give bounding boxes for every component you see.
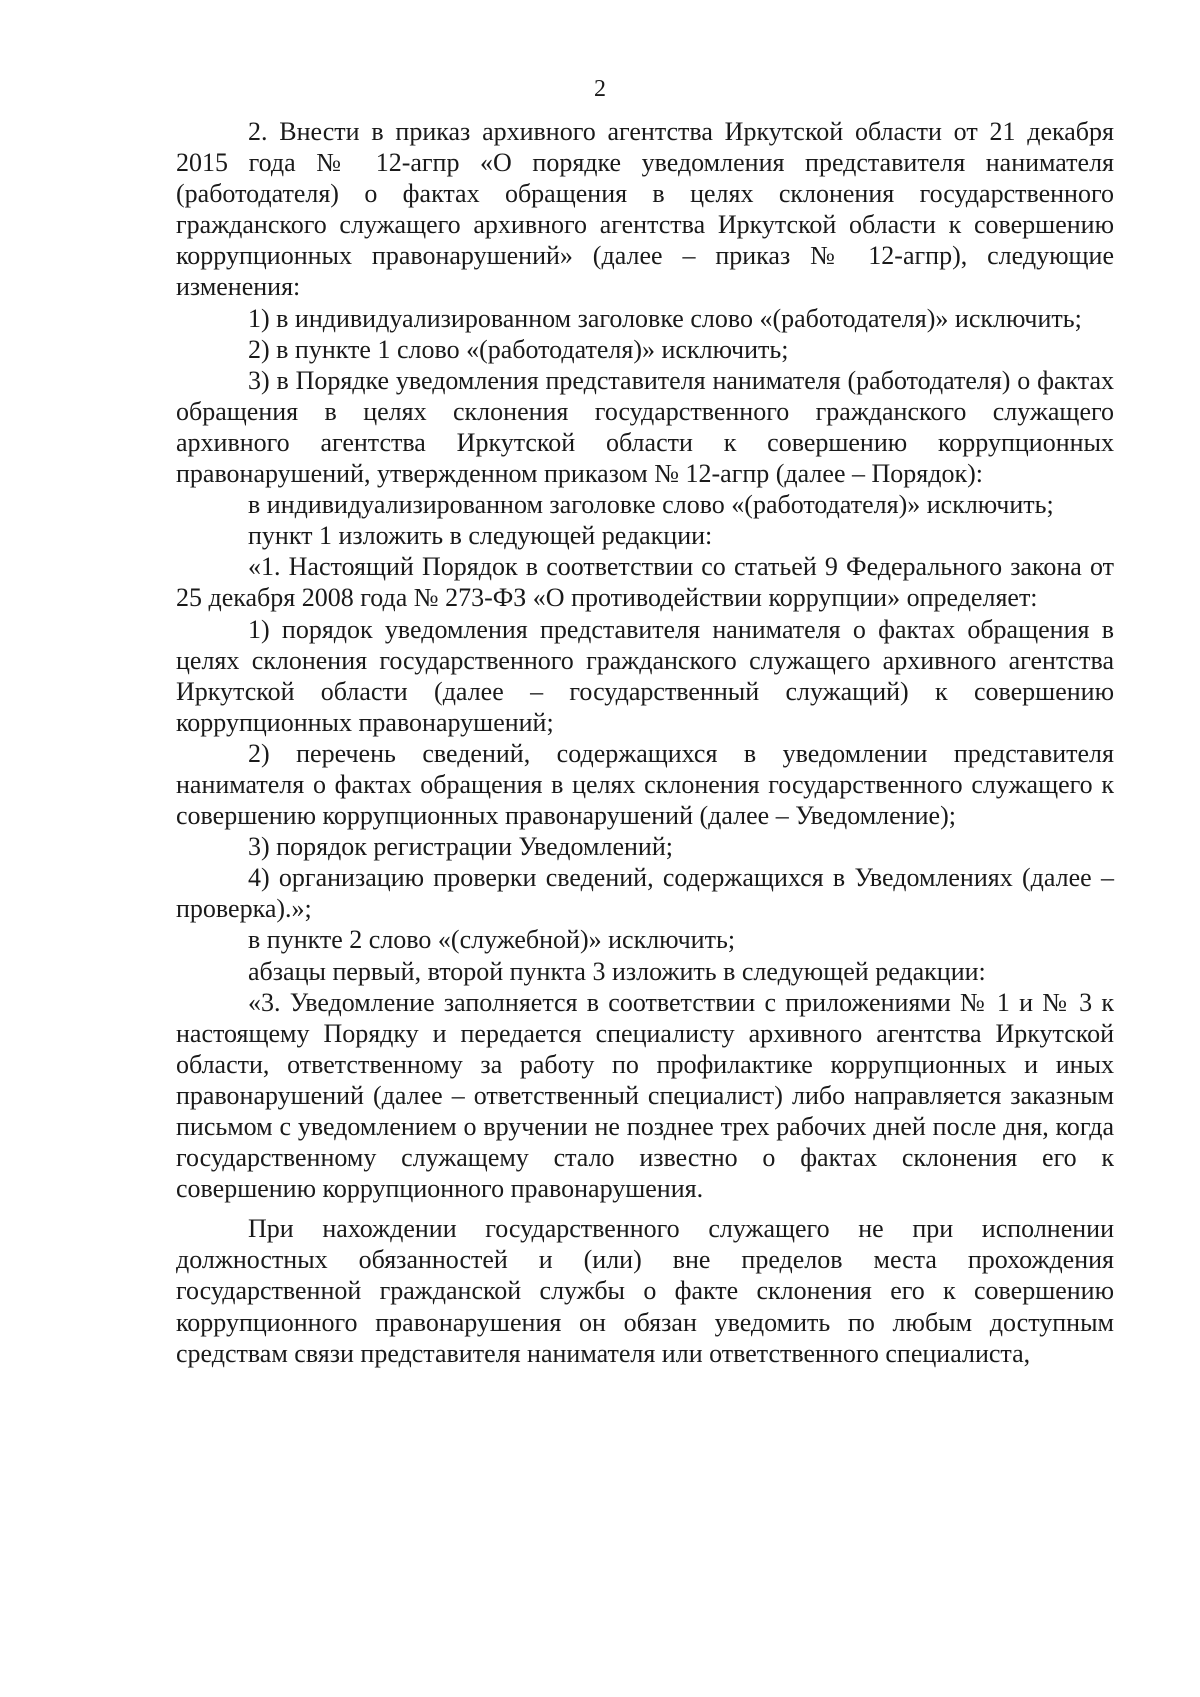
paragraph-subitem-3: 3) в Порядке уведомления представителя нанимателя (работодателя) о фактах обращения в целях склонения государственного гражданского служащего архивного агентства Иркутской области к совершению коррупционных правонарушений, утвержденном приказом № 12-агпр (далее – Порядок): [176,365,1114,489]
paragraph-point-1-sub-2: 2) перечень сведений, содержащихся в уведомлении представителя нанимателя о фактах обращения в целях склонения государственного служащего к совершению коррупционных правонарушений (далее – Уведомление); [176,738,1114,831]
paragraph-subitem-1: 1) в индивидуализированном заголовке слово «(работодателя)» исключить; [248,303,1082,333]
paragraph-point-1-text: «1. Настоящий Порядок в соответствии со статьей 9 Федерального закона от 25 декабря 2008 года № 273-ФЗ «О противодействии коррупции» определяет: [176,552,1114,613]
paragraph-point-2-change: в пункте 2 слово «(служебной)» исключить; [248,925,736,955]
document-body [176,116,1114,1369]
paragraph-point-1-sub-3: 3) порядок регистрации Уведомлений; [248,832,673,862]
page-number: 2 [594,76,606,102]
paragraph-point-3-text: «3. Уведомление заполняется в соответствии с приложениями № 1 и № 3 к настоящему Порядку и передается специалисту архивного агентства Иркутской области, ответственному за работу по профилактике коррупционных и иных правонарушений (далее – ответственный специалист) либо направляется заказным письмом с уведомлением о вручении не позднее трех рабочих дней после дня, когда государственному служащему стало известно о фактах склонения его к совершению коррупционного правонарушения. [176,987,1114,1204]
paragraph-point-3-intro: абзацы первый, второй пункта 3 изложить в следующей редакции: [248,956,986,986]
paragraph-subitem-2: 2) в пункте 1 слово «(работодателя)» исключить; [248,334,789,364]
paragraph-point-1-intro: пункт 1 изложить в следующей редакции: [248,521,713,551]
paragraph-point-1-sub-4: 4) организацию проверки сведений, содержащихся в Уведомлениях (далее – проверка).»; [176,863,1114,924]
paragraph-point-1-sub-1: 1) порядок уведомления представителя нанимателя о фактах обращения в целях склонения государственного гражданского служащего архивного агентства Иркутской области (далее – государственный служащий) к совершению коррупционных правонарушений; [176,614,1114,737]
paragraph-item-2-intro: 2. Внести в приказ архивного агентства Иркутской области от 21 декабря 2015 года № 12-агпр «О порядке уведомления представителя нанимателя (работодателя) о фактах обращения в целях склонения государственного гражданского служащего архивного агентства Иркутской области к совершению коррупционных правонарушений» (далее – приказ № 12-агпр), следующие изменения: [176,117,1114,302]
paragraph-point-3-second: При нахождении государственного служащего не при исполнении должностных обязанностей и (или) вне пределов места прохождения государственной гражданской службы о факте склонения его к совершению коррупционного правонарушения он обязан уведомить по любым доступным средствам связи представителя нанимателя или ответственного специалиста, [176,1214,1114,1368]
paragraph-heading-change: в индивидуализированном заголовке слово «(работодателя)» исключить; [248,490,1054,520]
